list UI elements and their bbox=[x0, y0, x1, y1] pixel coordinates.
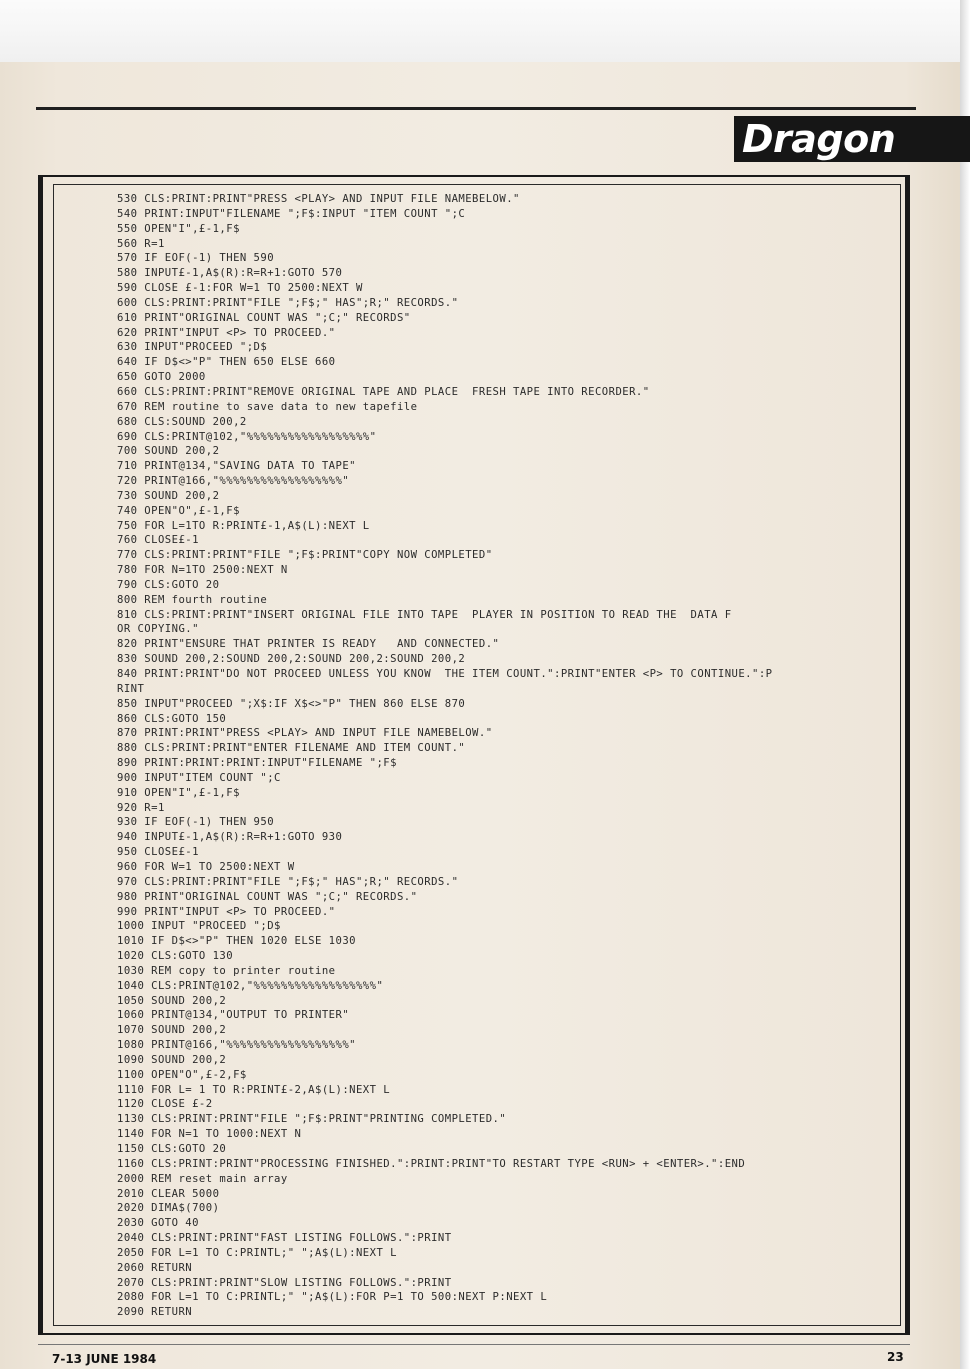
code-line: 1110 FOR L= 1 TO R:PRINT£-2,A$(L):NEXT L bbox=[117, 1083, 391, 1096]
scan-top-margin bbox=[0, 0, 970, 62]
code-line: 2020 DIMA$(700) bbox=[117, 1202, 220, 1215]
code-line: 670 REM routine to save data to new tapefile bbox=[117, 400, 418, 413]
code-line: 890 PRINT:PRINT:PRINT:INPUT"FILENAME ";F$ bbox=[117, 757, 397, 770]
code-line: 2090 RETURN bbox=[117, 1306, 193, 1319]
code-line: 760 CLOSE£-1 bbox=[117, 534, 199, 547]
code-line: 830 SOUND 200,2:SOUND 200,2:SOUND 200,2:SOUND 200,2 bbox=[117, 653, 466, 666]
code-line: 1030 REM copy to printer routine bbox=[117, 964, 336, 977]
code-line: 800 REM fourth routine bbox=[117, 593, 268, 606]
code-line: 900 INPUT"ITEM COUNT ";C bbox=[117, 771, 281, 784]
code-line: 1080 PRINT@166,"%%%%%%%%%%%%%%%%%%" bbox=[117, 1039, 356, 1052]
code-line: 580 INPUT£-1,A$(R):R=R+1:GOTO 570 bbox=[117, 267, 343, 280]
code-line: 570 IF EOF(-1) THEN 590 bbox=[117, 252, 275, 265]
code-line: 710 PRINT@134,"SAVING DATA TO TAPE" bbox=[117, 460, 356, 473]
code-line: 2010 CLEAR 5000 bbox=[117, 1187, 220, 1200]
scan-right-edge bbox=[960, 0, 970, 1369]
code-line: 690 CLS:PRINT@102,"%%%%%%%%%%%%%%%%%%" bbox=[117, 430, 377, 443]
code-line: 2050 FOR L=1 TO C:PRINTL;" ";A$(L):NEXT L bbox=[117, 1246, 397, 1259]
code-line: 720 PRINT@166,"%%%%%%%%%%%%%%%%%%" bbox=[117, 475, 350, 488]
code-line: 950 CLOSE£-1 bbox=[117, 846, 199, 859]
code-line: 2080 FOR L=1 TO C:PRINTL;" ";A$(L):FOR P=1 TO 500:NEXT P:NEXT L bbox=[117, 1291, 548, 1304]
header-rule bbox=[36, 107, 916, 110]
basic-program-listing bbox=[117, 192, 847, 1320]
code-line: 660 CLS:PRINT:PRINT"REMOVE ORIGINAL TAPE AND PLACE FRESH TAPE INTO RECORDER." bbox=[117, 385, 650, 398]
code-line: 1100 OPEN"O",£-2,F$ bbox=[117, 1068, 247, 1081]
code-line: 840 PRINT:PRINT"DO NOT PROCEED UNLESS YOU KNOW THE ITEM COUNT.":PRINT"ENTER <P> TO CONTINUE.":P bbox=[117, 668, 773, 680]
code-line: 680 CLS:SOUND 200,2 bbox=[117, 415, 247, 428]
code-line: 960 FOR W=1 TO 2500:NEXT W bbox=[117, 860, 295, 873]
code-line: 2000 REM reset main array bbox=[117, 1172, 288, 1185]
code-line: 620 PRINT"INPUT <P> TO PROCEED." bbox=[117, 326, 336, 339]
code-line: 590 CLOSE £-1:FOR W=1 TO 2500:NEXT W bbox=[117, 282, 363, 295]
code-line: 980 PRINT"ORIGINAL COUNT WAS ";C;" RECORDS." bbox=[117, 890, 418, 903]
code-line: 820 PRINT"ENSURE THAT PRINTER IS READY AND CONNECTED." bbox=[117, 638, 500, 651]
issue-date: 7-13 JUNE 1984 bbox=[52, 1352, 157, 1366]
code-line: 1040 CLS:PRINT@102,"%%%%%%%%%%%%%%%%%%" bbox=[117, 979, 384, 992]
code-line: 740 OPEN"O",£-1,F$ bbox=[117, 504, 240, 517]
code-line: 730 SOUND 200,2 bbox=[117, 489, 220, 502]
code-line: 2060 RETURN bbox=[117, 1261, 193, 1274]
code-line: 970 CLS:PRINT:PRINT"FILE ";F$;" HAS";R;" RECORDS." bbox=[117, 875, 459, 888]
code-line: 700 SOUND 200,2 bbox=[117, 445, 220, 458]
code-line: 810 CLS:PRINT:PRINT"INSERT ORIGINAL FILE INTO TAPE PLAYER IN POSITION TO READ THE DATA F bbox=[117, 608, 732, 621]
code-line: 650 GOTO 2000 bbox=[117, 371, 206, 384]
code-line: 1060 PRINT@134,"OUTPUT TO PRINTER" bbox=[117, 1009, 350, 1022]
code-line: 990 PRINT"INPUT <P> TO PROCEED." bbox=[117, 905, 336, 918]
code-line: 1140 FOR N=1 TO 1000:NEXT N bbox=[117, 1128, 302, 1141]
section-tag: Dragon bbox=[734, 116, 970, 162]
footer-rule bbox=[38, 1344, 910, 1345]
page-number: 23 bbox=[887, 1350, 904, 1364]
code-line: 560 R=1 bbox=[117, 237, 165, 250]
code-line: 770 CLS:PRINT:PRINT"FILE ";F$:PRINT"COPY NOW COMPLETED" bbox=[117, 549, 493, 562]
code-line: 1090 SOUND 200,2 bbox=[117, 1053, 227, 1066]
code-line: 1070 SOUND 200,2 bbox=[117, 1024, 227, 1037]
code-line: 910 OPEN"I",£-1,F$ bbox=[117, 786, 240, 799]
code-line: 790 CLS:GOTO 20 bbox=[117, 578, 220, 591]
code-line: 640 IF D$<>"P" THEN 650 ELSE 660 bbox=[117, 356, 336, 369]
code-line: 1000 INPUT "PROCEED ";D$ bbox=[117, 920, 281, 933]
code-line: 860 CLS:GOTO 150 bbox=[117, 712, 227, 725]
code-line: 1150 CLS:GOTO 20 bbox=[117, 1143, 227, 1155]
code-line: 1010 IF D$<>"P" THEN 1020 ELSE 1030 bbox=[117, 935, 356, 948]
code-line: 1050 SOUND 200,2 bbox=[117, 994, 227, 1007]
code-line: 2040 CLS:PRINT:PRINT"FAST LISTING FOLLOWS.":PRINT bbox=[117, 1232, 452, 1245]
code-line: 540 PRINT:INPUT"FILENAME ";F$:INPUT "ITEM COUNT ";C bbox=[117, 207, 466, 220]
code-line: 550 OPEN"I",£-1,F$ bbox=[117, 222, 240, 235]
code-line: 630 INPUT"PROCEED ";D$ bbox=[117, 341, 268, 354]
code-line: 780 FOR N=1TO 2500:NEXT N bbox=[117, 564, 288, 577]
code-line: 920 R=1 bbox=[117, 801, 165, 814]
code-line: 530 CLS:PRINT:PRINT"PRESS <PLAY> AND INPUT FILE NAMEBELOW." bbox=[117, 193, 520, 205]
code-line: 870 PRINT:PRINT"PRESS <PLAY> AND INPUT FILE NAMEBELOW." bbox=[117, 727, 493, 740]
code-line: OR COPYING." bbox=[117, 623, 199, 636]
code-line: 880 CLS:PRINT:PRINT"ENTER FILENAME AND ITEM COUNT." bbox=[117, 742, 466, 755]
code-line: RINT bbox=[117, 682, 145, 695]
code-line: 2030 GOTO 40 bbox=[117, 1217, 199, 1230]
code-line: 1130 CLS:PRINT:PRINT"FILE ";F$:PRINT"PRINTING COMPLETED." bbox=[117, 1113, 507, 1126]
code-line: 600 CLS:PRINT:PRINT"FILE ";F$;" HAS";R;" RECORDS." bbox=[117, 296, 459, 309]
code-line: 1020 CLS:GOTO 130 bbox=[117, 950, 234, 963]
code-line: 1160 CLS:PRINT:PRINT"PROCESSING FINISHED.":PRINT:PRINT"TO RESTART TYPE <RUN> + <ENTER>.":END bbox=[117, 1157, 746, 1170]
code-line: 610 PRINT"ORIGINAL COUNT WAS ";C;" RECORDS" bbox=[117, 311, 411, 324]
code-line: 940 INPUT£-1,A$(R):R=R+1:GOTO 930 bbox=[117, 831, 343, 844]
code-line: 1120 CLOSE £-2 bbox=[117, 1098, 213, 1111]
code-line: 850 INPUT"PROCEED ";X$:IF X$<>"P" THEN 860 ELSE 870 bbox=[117, 697, 466, 710]
code-line: 2070 CLS:PRINT:PRINT"SLOW LISTING FOLLOWS.":PRINT bbox=[117, 1276, 452, 1289]
code-line: 750 FOR L=1TO R:PRINT£-1,A$(L):NEXT L bbox=[117, 519, 370, 532]
code-line: 930 IF EOF(-1) THEN 950 bbox=[117, 816, 275, 829]
